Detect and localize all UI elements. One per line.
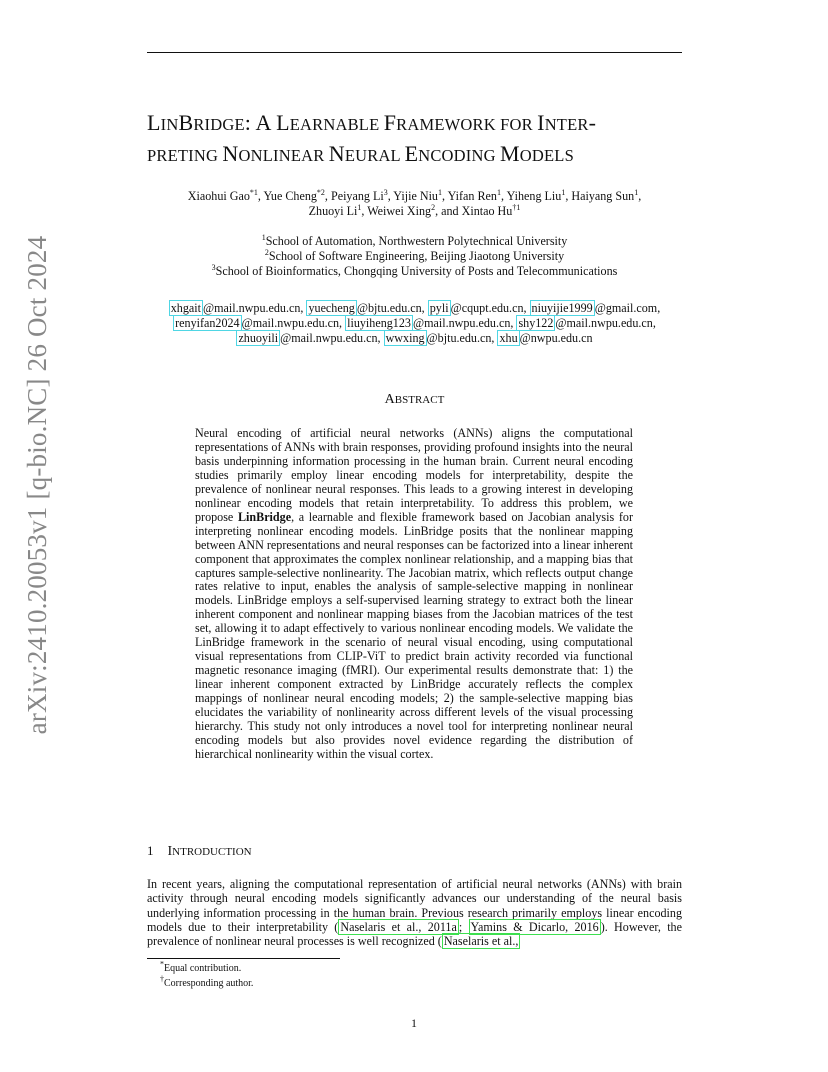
email-link[interactable]: shy122 (518, 316, 554, 330)
email-line (147, 316, 682, 331)
email-link[interactable]: yuecheng (308, 301, 355, 315)
footnote-mark: * (160, 959, 164, 969)
title-text-segment: M (500, 141, 520, 166)
affiliation-text: School of Bioinformatics, Chongqing University of Posts and Telecommunications (215, 264, 618, 278)
email-domain: @cqupt.edu.cn, (450, 301, 530, 315)
email-link[interactable]: niuyijie1999 (531, 301, 593, 315)
abstract-heading-initial: A (384, 392, 395, 407)
footnotes (160, 959, 254, 991)
abstract-body (195, 427, 633, 762)
affiliation-text: School of Automation, Northwestern Polytechnical University (265, 234, 568, 248)
section-heading (147, 843, 252, 860)
footnote-rule (147, 958, 340, 959)
abstract-heading-rest: BSTRACT (394, 394, 445, 406)
email-link[interactable]: xhgait (170, 301, 201, 315)
abstract-text-part1: Neural encoding of artificial neural networks (ANNs) aligns the computational representations of ANNs with brain responses, providing profound insights into the neural basis underpinning information processing in the human brain. Current neural encoding studies primarily employ linear encoding models for interpretability, despite the prevalence of nonlinear neural responses. This leads to a growing interest in developing nonlinear encoding models that retain interpretability. To address this problem, we propose (195, 426, 633, 524)
top-rule (147, 52, 682, 53)
title-text-segment: : A (244, 110, 277, 135)
citation-link[interactable]: Yamins & Dicarlo, 2016 (470, 919, 599, 934)
citation-link[interactable]: Naselaris et al., 2011a (340, 919, 457, 934)
affiliation-number: 2 (264, 247, 269, 257)
title-text-segment: N (222, 141, 239, 166)
email-link[interactable]: wwxing (385, 331, 425, 345)
title-text-segment: PRETING (147, 146, 223, 165)
footnote (160, 959, 253, 977)
title-text-segment: L (147, 110, 161, 135)
title-text-segment: F (383, 110, 397, 135)
footnote-text: Corresponding author. (164, 977, 254, 989)
email-domain: @nwpu.edu.cn (519, 331, 593, 345)
section-title-rest: NTRODUCTION (172, 846, 252, 858)
title-text-segment: N (328, 141, 345, 166)
affiliation-number: 1 (261, 232, 266, 242)
email-domain: @mail.nwpu.edu.cn, (202, 301, 307, 315)
affiliation (147, 234, 682, 249)
citation-link[interactable]: Naselaris et al., (443, 934, 519, 949)
title-text-segment: ONLINEAR (238, 146, 329, 165)
abstract-bold-term: LinBridge (237, 509, 292, 524)
title-text-segment: I (537, 110, 545, 135)
email-link[interactable]: zhuoyili (238, 331, 279, 345)
title-text-segment: RAMEWORK FOR (396, 115, 538, 134)
title-text-segment: RIDGE (193, 115, 245, 134)
email-domain: @mail.nwpu.edu.cn, (412, 316, 517, 330)
affiliation (147, 249, 682, 264)
email-domain: @bjtu.edu.cn, (426, 331, 498, 345)
author-line-2: Zhuoyi Li$^1$, Weiwei Xing$^2$, and Xintao Hu$^{\dagger 1}$ (308, 202, 521, 218)
email-line (147, 331, 682, 346)
title-text-segment: B (178, 110, 194, 135)
affiliation (147, 264, 682, 279)
email-link[interactable]: renyifan2024 (175, 316, 240, 330)
introduction-paragraph (147, 877, 682, 948)
title-line-1 (147, 108, 682, 139)
affiliation-list (147, 234, 682, 279)
arxiv-identifier[interactable]: arXiv:2410.20053v1 [q-bio.NC] 26 Oct 2024 (22, 235, 52, 735)
footnote (160, 974, 254, 992)
section-title-initial: I (167, 844, 173, 859)
email-domain: @mail.nwpu.edu.cn, (280, 331, 384, 345)
email-link[interactable]: liuyiheng123 (347, 316, 411, 330)
title-line-2 (147, 139, 682, 170)
title-text-segment: EARNABLE (289, 115, 384, 134)
email-list (147, 301, 682, 346)
abstract-heading (147, 391, 682, 408)
email-link[interactable]: pyli (429, 301, 449, 315)
email-link[interactable]: xhu (499, 331, 518, 345)
title-text-segment: L (276, 110, 290, 135)
title-text-segment: ODELS (519, 146, 574, 165)
title-text-segment: NCODING (418, 146, 501, 165)
email-line (147, 301, 682, 316)
title-text-segment: E (404, 141, 419, 166)
citation-separator: ; (458, 919, 469, 934)
author-list (147, 189, 682, 219)
email-domain: @mail.nwpu.edu.cn, (241, 316, 346, 330)
affiliation-text: School of Software Engineering, Beijing Jiaotong University (268, 249, 565, 263)
footnote-text: Equal contribution. (164, 963, 242, 974)
email-domain: @bjtu.edu.cn, (356, 301, 428, 315)
title-text-segment: EURAL (344, 146, 405, 165)
intro-text-1: In recent years, aligning the computational representation of artificial neural networks (ANNs) with brain activity through neural encoding models significantly advances our understanding of the neural basis underlying information processing in the human brain. Previous research primarily employs linear encoding models due to their interpretability ( (147, 877, 682, 934)
paper-title (147, 108, 682, 170)
footnote-mark: † (160, 974, 164, 984)
title-text-segment: - (588, 110, 597, 135)
author-line-1: Xiaohui Gao$^{*1}$, Yue Cheng$^{*2}$, Peiyang Li$^3$, Yijie Niu$^1$, Yifan Ren$^1$, Yiheng Liu$^1$, Haiyang Sun$^1$, (187, 187, 642, 203)
page-number: 1 (411, 1016, 417, 1030)
abstract-text-part2: , a learnable and flexible framework based on Jacobian analysis for interpreting nonlinear encoding models. LinBridge posits that the nonlinear mapping between ANN representations and neural responses can be factorized into a linear inherent component that approximates the complex nonlinear relationship, and a mapping bias that captures sample-selective nonlinearity. The Jacobian matrix, which reflects output change rates relative to input, enables the analysis of sample-selective mapping in nonlinear models. LinBridge employs a self-supervised learning strategy to extract both the linear inherent component and nonlinear mapping biases from the Jacobian matrices of the test set, allowing it to adapt effectively to various nonlinear encoding models. We validate the LinBridge framework in the scenario of neural visual encoding, using computational visual representations from CLIP-ViT to predict brain activity recorded via functional magnetic resonance imaging (fMRI). Our experimental results demonstrate that: 1) the linear inherent component extracted by LinBridge accurately reflects the complex mappings of nonlinear neural encoding models; 2) the sample-selective mapping bias elucidates the variability of nonlinearity across different levels of the visual processing hierarchy. This study not only introduces a novel tool for interpreting nonlinear neural encoding models but also provides novel evidence regarding the distribution of hierarchical nonlinearity within the visual cortex. (195, 509, 633, 761)
email-domain: @gmail.com, (594, 301, 661, 315)
affiliation-number: 3 (211, 262, 216, 272)
intro-text-2: ). However, the prevalence of nonlinear neural processes is well recognized ( (147, 919, 682, 949)
section-number: 1 (147, 843, 154, 858)
title-text-segment: IN (160, 115, 179, 134)
email-domain: @mail.nwpu.edu.cn, (555, 316, 656, 330)
title-text-segment: NTER (544, 115, 589, 134)
